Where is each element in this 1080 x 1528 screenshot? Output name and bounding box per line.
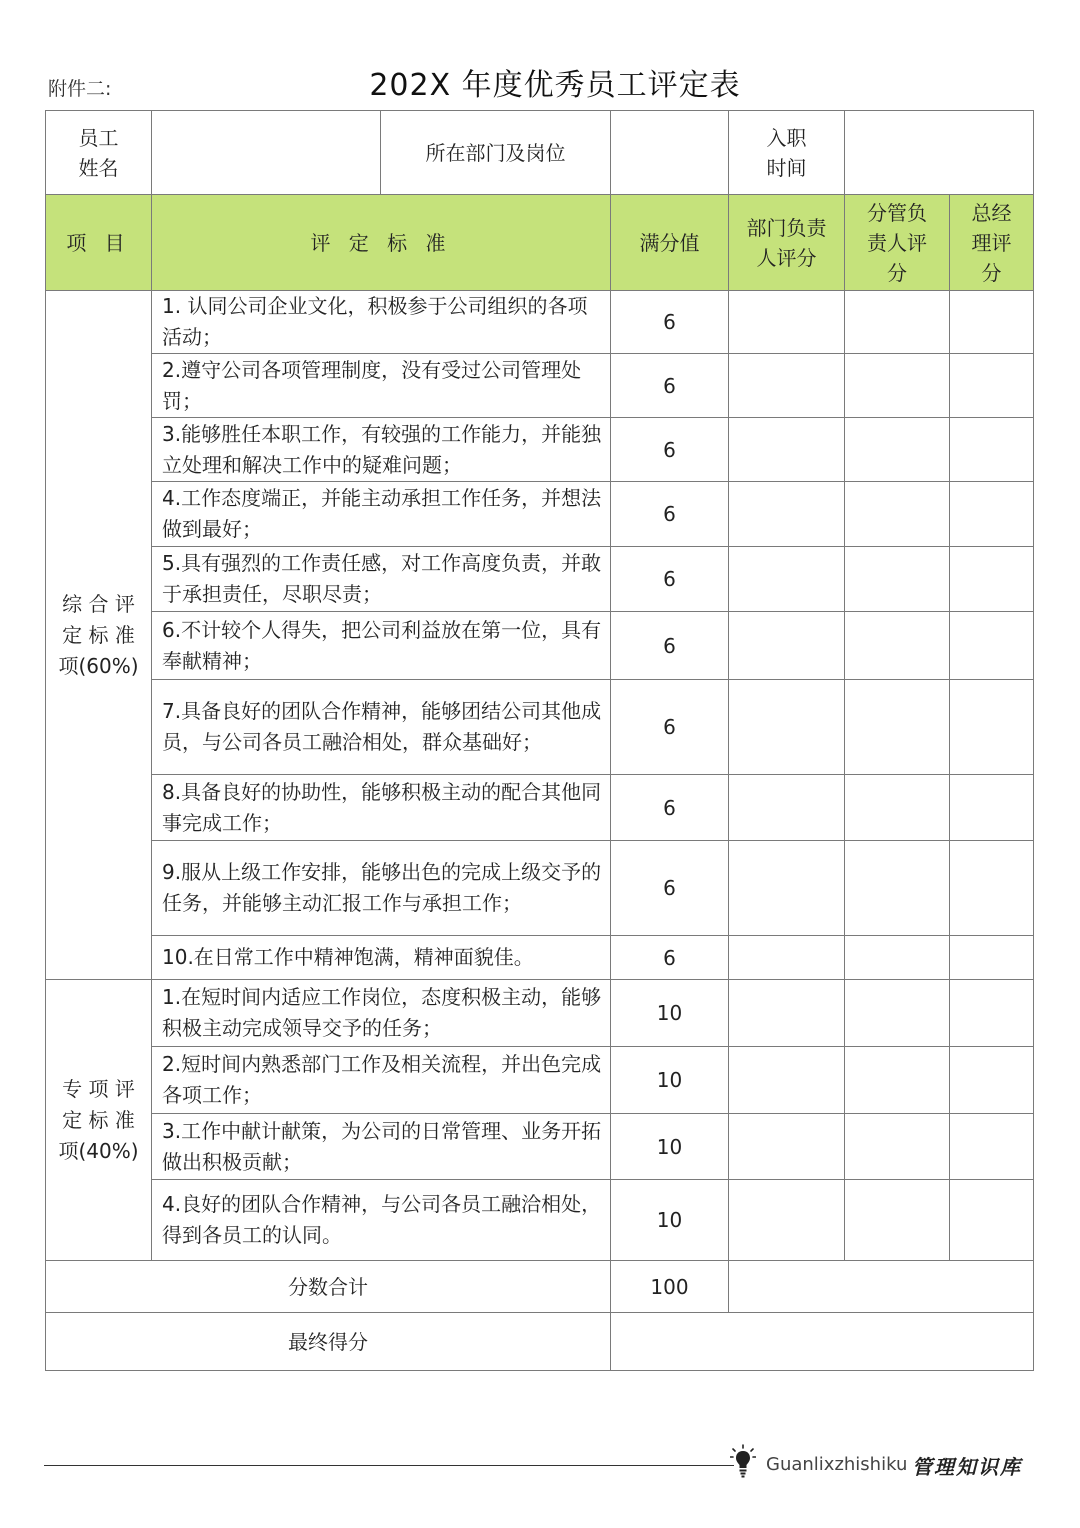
- total-value: 100: [611, 1261, 729, 1313]
- criteria-row: [46, 418, 1034, 482]
- gm-score-cell[interactable]: [950, 775, 1034, 841]
- criteria-text: 2.遵守公司各项管理制度，没有受过公司管理处罚；: [152, 354, 611, 418]
- full-score-value: 6: [611, 547, 729, 612]
- full-score-value: 6: [611, 936, 729, 980]
- supervisor-score-cell[interactable]: [845, 1180, 950, 1261]
- supervisor-score-cell[interactable]: [845, 1047, 950, 1114]
- criteria-text: 6.不计较个人得失，把公司利益放在第一位，具有奉献精神；: [152, 612, 611, 680]
- full-score-value: 10: [611, 1180, 729, 1261]
- col-gm-score: 总经 理评 分: [950, 195, 1034, 291]
- dept-head-score-cell[interactable]: [729, 936, 845, 980]
- hire-label-cell: [729, 111, 845, 195]
- final-row: [46, 1313, 1034, 1371]
- gm-score-cell[interactable]: [950, 936, 1034, 980]
- dept-head-score-cell[interactable]: [729, 418, 845, 482]
- total-label: 分数合计: [46, 1261, 611, 1313]
- brand-chinese-text: 管理知识库: [912, 1455, 1022, 1479]
- full-score-value: 6: [611, 482, 729, 547]
- dept-head-score-cell[interactable]: [729, 980, 845, 1047]
- full-score-value: 6: [611, 775, 729, 841]
- dept-head-score-cell[interactable]: [729, 354, 845, 418]
- criteria-row: [46, 841, 1034, 936]
- gm-score-cell[interactable]: [950, 547, 1034, 612]
- gm-score-cell[interactable]: [950, 980, 1034, 1047]
- dept-head-score-cell[interactable]: [729, 1114, 845, 1180]
- gm-score-cell[interactable]: [950, 612, 1034, 680]
- dept-label: 所在部门及岗位: [425, 140, 566, 165]
- criteria-text: 3.工作中献计献策，为公司的日常管理、业务开拓做出积极贡献；: [152, 1114, 611, 1180]
- criteria-text: 5.具有强烈的工作责任感，对工作高度负责，并敢于承担责任，尽职尽责；: [152, 547, 611, 612]
- criteria-row: [46, 980, 1034, 1047]
- criteria-row: [46, 547, 1034, 612]
- criteria-row: [46, 936, 1034, 980]
- dept-input-cell[interactable]: [611, 111, 729, 195]
- footer-divider: [44, 1465, 734, 1466]
- col-supervisor-score: 分管负 责人评 分: [845, 195, 950, 291]
- criteria-text: 4.工作态度端正，并能主动承担工作任务，并想法做到最好；: [152, 482, 611, 547]
- supervisor-score-cell[interactable]: [845, 418, 950, 482]
- criteria-row: [46, 291, 1034, 354]
- gm-score-cell[interactable]: [950, 354, 1034, 418]
- criteria-row: [46, 612, 1034, 680]
- criteria-text: 8.具备良好的协助性，能够积极主动的配合其他同事完成工作；: [152, 775, 611, 841]
- full-score-value: 6: [611, 612, 729, 680]
- gm-score-cell[interactable]: [950, 1114, 1034, 1180]
- criteria-text: 10.在日常工作中精神饱满，精神面貌佳。: [152, 936, 611, 980]
- final-score-label: 最终得分: [46, 1313, 611, 1371]
- dept-head-score-cell[interactable]: [729, 1047, 845, 1114]
- supervisor-score-cell[interactable]: [845, 680, 950, 775]
- supervisor-score-cell[interactable]: [845, 980, 950, 1047]
- name-label-cell: [46, 111, 152, 195]
- full-score-value: 6: [611, 291, 729, 354]
- full-score-value: 6: [611, 418, 729, 482]
- full-score-value: 6: [611, 680, 729, 775]
- supervisor-score-cell[interactable]: [845, 291, 950, 354]
- criteria-text: 4.良好的团队合作精神，与公司各员工融洽相处，得到各员工的认同。: [152, 1180, 611, 1261]
- brand-latin-text: Guanlixzhishiku: [766, 1454, 908, 1475]
- criteria-row: [46, 1180, 1034, 1261]
- evaluation-table: [45, 110, 1034, 1371]
- dept-head-score-cell[interactable]: [729, 775, 845, 841]
- attachment-label: 附件二:: [48, 78, 112, 100]
- column-header-row: [46, 195, 1034, 291]
- col-item: 项 目: [46, 195, 152, 291]
- section-special-label: 专 项 评 定 标 准 项(40%): [46, 980, 152, 1261]
- dept-head-score-cell[interactable]: [729, 291, 845, 354]
- criteria-row: [46, 775, 1034, 841]
- total-score-cell[interactable]: [729, 1261, 1034, 1313]
- criteria-row: [46, 1114, 1034, 1180]
- dept-label-cell: [381, 111, 611, 195]
- full-score-value: 10: [611, 1047, 729, 1114]
- criteria-text: 7.具备良好的团队合作精神，能够团结公司其他成员，与公司各员工融洽相处，群众基础好；: [152, 680, 611, 775]
- full-score-value: 10: [611, 980, 729, 1047]
- gm-score-cell[interactable]: [950, 482, 1034, 547]
- criteria-text: 3.能够胜任本职工作，有较强的工作能力，并能独立处理和解决工作中的疑难问题；: [152, 418, 611, 482]
- criteria-text: 1. 认同公司企业文化，积极参于公司组织的各项活动；: [152, 291, 611, 354]
- criteria-row: [46, 680, 1034, 775]
- info-row: [46, 111, 1034, 195]
- supervisor-score-cell[interactable]: [845, 612, 950, 680]
- lightbulb-icon: [730, 1444, 756, 1480]
- dept-head-score-cell[interactable]: [729, 547, 845, 612]
- criteria-row: [46, 482, 1034, 547]
- gm-score-cell[interactable]: [950, 418, 1034, 482]
- dept-head-score-cell[interactable]: [729, 612, 845, 680]
- supervisor-score-cell[interactable]: [845, 841, 950, 936]
- section-general-label: 综 合 评 定 标 准 项(60%): [46, 291, 152, 980]
- supervisor-score-cell[interactable]: [845, 547, 950, 612]
- gm-score-cell[interactable]: [950, 291, 1034, 354]
- full-score-value: 6: [611, 354, 729, 418]
- dept-head-score-cell[interactable]: [729, 680, 845, 775]
- final-score-cell[interactable]: [611, 1313, 1034, 1371]
- criteria-row: [46, 1047, 1034, 1114]
- criteria-text: 1.在短时间内适应工作岗位，态度积极主动，能够积极主动完成领导交予的任务；: [152, 980, 611, 1047]
- col-dept-head-score: 部门负责 人评分: [729, 195, 845, 291]
- dept-head-score-cell[interactable]: [729, 482, 845, 547]
- supervisor-score-cell[interactable]: [845, 775, 950, 841]
- total-row: [46, 1261, 1034, 1313]
- hire-label: 入职 时间: [766, 125, 807, 180]
- criteria-text: 9.服从上级工作安排，能够出色的完成上级交予的任务，并能够主动汇报工作与承担工作；: [152, 841, 611, 936]
- name-input-cell[interactable]: [152, 111, 381, 195]
- supervisor-score-cell[interactable]: [845, 354, 950, 418]
- name-label: 员工 姓名: [78, 125, 119, 180]
- gm-score-cell[interactable]: [950, 841, 1034, 936]
- supervisor-score-cell[interactable]: [845, 936, 950, 980]
- col-full-score: 满分值: [611, 195, 729, 291]
- criteria-text: 2.短时间内熟悉部门工作及相关流程，并出色完成各项工作；: [152, 1047, 611, 1114]
- gm-score-cell[interactable]: [950, 680, 1034, 775]
- criteria-row: [46, 354, 1034, 418]
- full-score-value: 6: [611, 841, 729, 936]
- dept-head-score-cell[interactable]: [729, 841, 845, 936]
- supervisor-score-cell[interactable]: [845, 1114, 950, 1180]
- supervisor-score-cell[interactable]: [845, 482, 950, 547]
- full-score-value: 10: [611, 1114, 729, 1180]
- col-criteria: 评 定 标 准: [152, 195, 611, 291]
- form-title: 202X 年度优秀员工评定表: [369, 68, 741, 103]
- dept-head-score-cell[interactable]: [729, 1180, 845, 1261]
- hire-input-cell[interactable]: [845, 111, 1034, 195]
- gm-score-cell[interactable]: [950, 1180, 1034, 1261]
- gm-score-cell[interactable]: [950, 1047, 1034, 1114]
